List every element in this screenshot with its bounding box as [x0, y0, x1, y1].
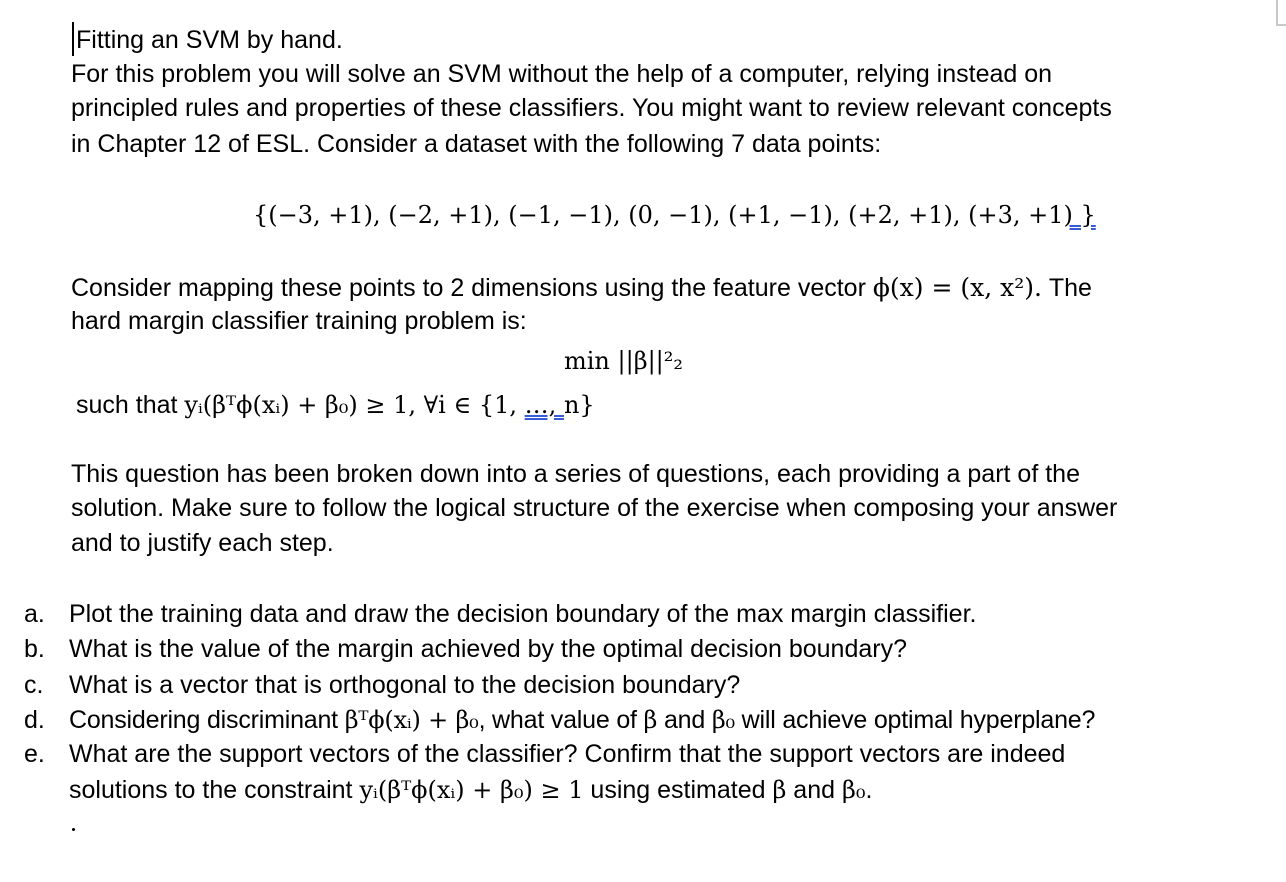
question-d-part-3: and [657, 706, 712, 734]
question-d-part-2: , what value of [478, 706, 644, 734]
mapping-line-2[interactable]: hard margin classifier training problem is: [71, 307, 527, 335]
beta-zero-symbol: β₀ [711, 706, 735, 734]
breakdown-line-3[interactable]: and to justify each step. [71, 529, 334, 557]
dataset-equation[interactable] [253, 200, 1096, 230]
dataset-points: {(−3, +1), (−2, +1), (−1, −1), (0, −1), (+1, −1), (+2, +1), (+3, +1 [253, 201, 1064, 229]
question-a-text[interactable]: Plot the training data and draw the decision boundary of the max margin classifier. [69, 600, 977, 628]
problem-title[interactable]: Fitting an SVM by hand. [76, 26, 343, 54]
intro-line-3[interactable]: in Chapter 12 of ESL. Consider a dataset with the following 7 data points: [71, 130, 882, 158]
beta-zero-symbol-e: β₀ [841, 776, 866, 804]
stray-dot [72, 828, 75, 831]
constraint-line[interactable] [76, 390, 595, 420]
question-e-part-3: and [786, 776, 842, 804]
text-cursor [72, 22, 74, 56]
question-e-line-1[interactable]: What are the support vectors of the classifier? Confirm that the support vectors are indeed [69, 740, 1066, 768]
question-b-label: b. [24, 635, 45, 663]
constraint-end: n} [563, 391, 595, 419]
intro-line-2[interactable]: principled rules and properties of these classifiers. You might want to review relevant concepts [71, 94, 1112, 122]
beta-symbol-e: β [772, 776, 787, 804]
question-e-label: e. [24, 740, 45, 768]
constraint-formula: yᵢ(βᵀϕ(xᵢ) + β₀) ≥ 1, ∀i ∈ {1, [184, 391, 525, 419]
question-c-label: c. [24, 671, 44, 699]
feature-vector-formula: ϕ(x) = (x, x²). [872, 273, 1042, 302]
question-d-part-1: Considering discriminant [69, 706, 345, 734]
question-e-part-2: using estimated [583, 776, 773, 804]
mapping-text: Consider mapping these points to 2 dimensions using the feature vector [71, 274, 873, 302]
discriminant-formula: βᵀϕ(xᵢ) + β₀ [344, 706, 479, 734]
breakdown-line-2[interactable]: solution. Make sure to follow the logical structure of the exercise when composing your answer [71, 494, 1118, 522]
objective-formula[interactable]: min ||β||²₂ [564, 347, 683, 375]
constraint-ellipsis: …, [524, 391, 564, 419]
question-c-text[interactable]: What is a vector that is orthogonal to the decision boundary? [69, 671, 741, 699]
breakdown-line-1[interactable]: This question has been broken down into a series of questions, each providing a part of the [71, 460, 1080, 488]
question-e-line-2[interactable] [69, 775, 872, 805]
question-d-part-4: will achieve optimal hyperplane? [734, 706, 1096, 734]
page-corner-marker [1276, 0, 1286, 26]
question-e-part-1: solutions to the constraint [69, 776, 360, 804]
constraint-formula-e: yᵢ(βᵀϕ(xᵢ) + β₀) ≥ 1 [359, 776, 584, 804]
mapping-line-1[interactable] [71, 273, 1092, 303]
question-a-label: a. [24, 600, 45, 628]
constraint-prefix: such that [76, 391, 185, 419]
question-d-label: d. [24, 706, 45, 734]
question-d-text[interactable] [69, 705, 1095, 735]
mapping-text-end: The [1041, 274, 1092, 302]
dataset-closing: ) } [1063, 201, 1096, 229]
beta-symbol: β [643, 706, 658, 734]
question-b-text[interactable]: What is the value of the margin achieved by the optimal decision boundary? [69, 635, 907, 663]
intro-line-1[interactable]: For this problem you will solve an SVM without the help of a computer, relying instead on [71, 60, 1053, 88]
question-e-part-4: . [865, 776, 873, 804]
